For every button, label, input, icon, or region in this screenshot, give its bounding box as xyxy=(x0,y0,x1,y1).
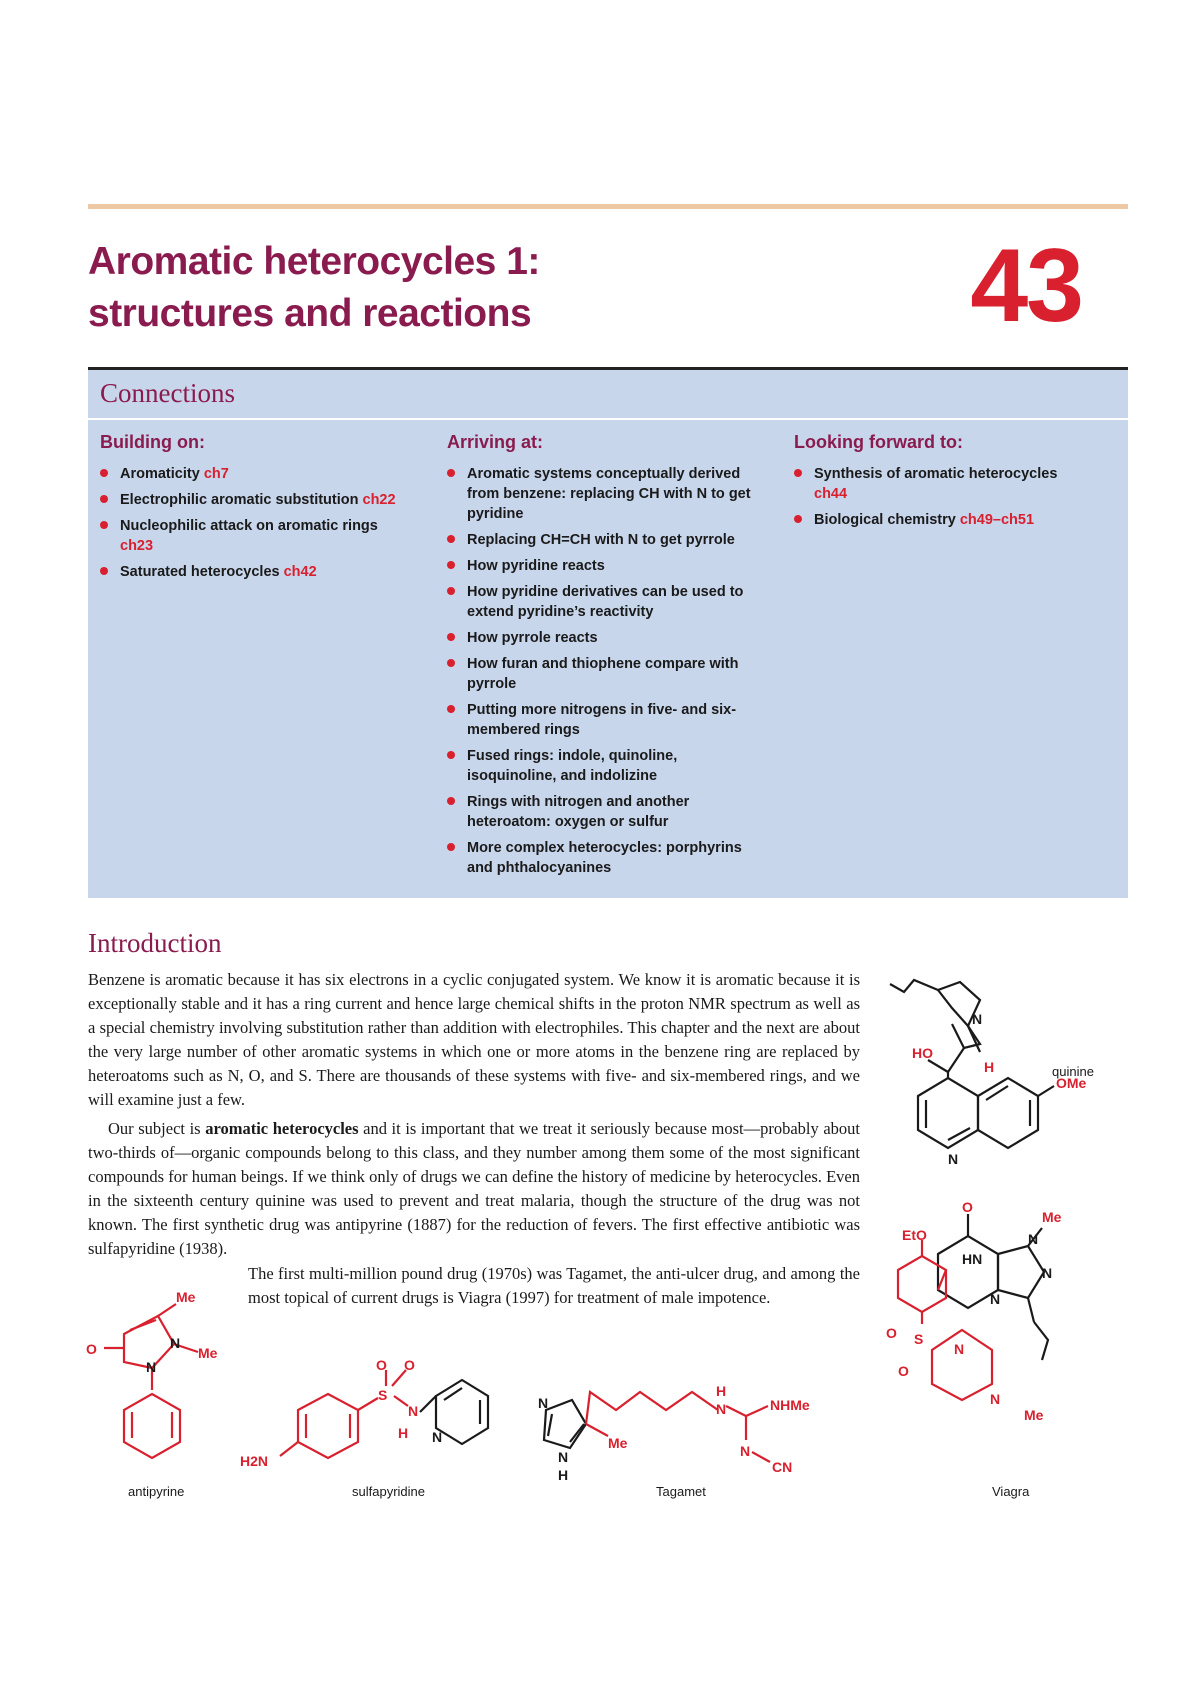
chapter-ref-link[interactable]: ch42 xyxy=(283,564,317,580)
chapter-ref-link[interactable]: ch7 xyxy=(203,466,229,482)
viagra-label-o-s2: O xyxy=(898,1363,909,1379)
sulfapyridine-label-h: H xyxy=(398,1425,409,1441)
tagamet-label-h2: H xyxy=(716,1383,727,1399)
chapter-ref-link[interactable]: ch22 xyxy=(362,492,396,508)
bullet-icon xyxy=(100,495,108,503)
list-item-text: Aromatic systems conceptually derived from benzene: replacing CH with N to get pyridine xyxy=(467,466,751,522)
antipyrine-label-n2: N xyxy=(146,1359,157,1375)
viagra-label-o-top: O xyxy=(962,1200,973,1215)
chapter-ref-link[interactable]: ch49–ch51 xyxy=(959,512,1035,528)
sulfapyridine-caption: sulfapyridine xyxy=(352,1484,425,1499)
chapter-title xyxy=(88,236,540,340)
sulfapyridine-structure xyxy=(236,1356,516,1486)
looking-forward-list xyxy=(794,464,1094,530)
bullet-icon xyxy=(447,469,455,477)
list-item xyxy=(447,530,762,550)
list-item xyxy=(794,464,1094,504)
sulfapyridine-label-o1: O xyxy=(376,1357,387,1373)
looking-forward-column xyxy=(794,432,1094,536)
list-item xyxy=(447,628,762,648)
antipyrine-label-me1: Me xyxy=(176,1290,196,1305)
bullet-icon xyxy=(447,659,455,667)
list-item xyxy=(447,556,762,576)
quinine-caption: quinine xyxy=(1052,1064,1094,1079)
connections-header xyxy=(88,370,1128,420)
antipyrine-caption: antipyrine xyxy=(128,1484,185,1499)
tagamet-caption: Tagamet xyxy=(656,1484,706,1499)
arriving-at-column xyxy=(447,432,762,884)
introduction-heading: Introduction xyxy=(88,928,222,958)
viagra-label-eto: EtO xyxy=(902,1227,927,1243)
sulfapyridine-label-nh: N xyxy=(408,1403,419,1419)
chapter-ref-link[interactable]: ch44 xyxy=(814,486,848,502)
bullet-icon xyxy=(100,521,108,529)
bullet-icon xyxy=(447,751,455,759)
antipyrine-label-o: O xyxy=(86,1341,97,1357)
list-item-text: Replacing CH=CH with N to get pyrrole xyxy=(467,532,735,548)
chapter-title-line1: Aromatic heterocycles 1: xyxy=(88,240,540,283)
quinine-label-ho: HO xyxy=(912,1045,933,1061)
bullet-icon xyxy=(100,469,108,477)
viagra-label-n1: N xyxy=(1028,1231,1039,1247)
sulfapyridine-label-s: S xyxy=(378,1387,388,1403)
chapter-title-line2: structures and reactions xyxy=(88,292,532,335)
tagamet-structure xyxy=(530,1370,840,1490)
bullet-icon xyxy=(447,705,455,713)
intro-paragraph-3: The first multi-million pound drug (1970s) was Tagamet, the anti-ulcer drug, and among the most topical of current drugs is Viagra (1997) for treatment of male impotence. xyxy=(248,1264,860,1307)
list-item-text: Nucleophilic attack on aromatic rings xyxy=(120,518,378,534)
list-item xyxy=(100,490,410,510)
tagamet-label-nhme: NHMe xyxy=(770,1397,810,1413)
list-item xyxy=(447,792,762,832)
viagra-label-s: S xyxy=(914,1331,924,1347)
list-item-text: How pyridine derivatives can be used to extend pyridine’s reactivity xyxy=(467,584,744,620)
list-item-text: How furan and thiophene compare with pyrrole xyxy=(467,656,739,692)
paragraph-text: Our subject is xyxy=(108,1119,206,1138)
connections-title: Connections xyxy=(100,378,235,408)
quinine-label-h: H xyxy=(984,1059,995,1075)
bullet-icon xyxy=(447,797,455,805)
list-item xyxy=(447,582,762,622)
sulfapyridine-label-n-py: N xyxy=(432,1429,443,1445)
connections-box xyxy=(88,367,1128,898)
bullet-icon xyxy=(447,561,455,569)
bullet-icon xyxy=(447,587,455,595)
list-item xyxy=(447,654,762,694)
bullet-icon xyxy=(794,515,802,523)
looking-forward-heading: Looking forward to: xyxy=(794,432,963,452)
quinine-label-n-bridge: N xyxy=(972,1011,983,1027)
building-on-heading: Building on: xyxy=(100,432,205,452)
bullet-icon xyxy=(794,469,802,477)
viagra-label-hn: HN xyxy=(962,1251,983,1267)
tagamet-label-me: Me xyxy=(608,1435,628,1451)
viagra-label-n2: N xyxy=(1042,1265,1053,1281)
quinine-label-ome: OMe xyxy=(1056,1075,1087,1091)
list-item-text: How pyridine reacts xyxy=(467,558,605,574)
list-item xyxy=(100,464,410,484)
intro-paragraph-1: Benzene is aromatic because it has six electrons in a cyclic conjugated system. We know it is aromatic because it is exceptionally stable and it has a ring current and hence large chemical shifts in the proton NMR spectrum as well as a special chemistry involving substitution rather than addition with electrophiles. This chapter and the next are about the very large number of other aromatic systems in which one or more atoms in the benzene ring are replaced by heteroatoms such as N, O, and S. There are thousands of these systems with five- and six-membered rings, and we will examine just a few. xyxy=(88,970,860,1109)
list-item-text: Rings with nitrogen and another heteroatom: oxygen or sulfur xyxy=(467,794,690,830)
antipyrine-label-me2: Me xyxy=(198,1345,218,1361)
viagra-label-n3: N xyxy=(990,1291,1001,1307)
list-item xyxy=(447,838,762,878)
list-item-text: Biological chemistry xyxy=(814,512,960,528)
bullet-icon xyxy=(447,633,455,641)
viagra-label-o-s: O xyxy=(886,1325,897,1341)
arriving-at-list xyxy=(447,464,762,878)
viagra-caption: Viagra xyxy=(992,1484,1030,1499)
arriving-at-heading: Arriving at: xyxy=(447,432,544,452)
sulfapyridine-label-o2: O xyxy=(404,1357,415,1373)
viagra-label-n-pip2: N xyxy=(990,1391,1001,1407)
viagra-label-me-pip: Me xyxy=(1024,1407,1044,1423)
tagamet-label-nh: N xyxy=(558,1449,569,1465)
tagamet-label-cn: CN xyxy=(772,1459,793,1475)
bullet-icon xyxy=(447,535,455,543)
viagra-structure xyxy=(878,1200,1138,1460)
bullet-icon xyxy=(447,843,455,851)
building-on-list xyxy=(100,464,410,582)
list-item xyxy=(100,516,410,556)
list-item xyxy=(447,700,762,740)
list-item xyxy=(447,746,762,786)
chapter-number: 43 xyxy=(970,228,1082,344)
chapter-ref-link[interactable]: ch23 xyxy=(120,538,154,554)
list-item xyxy=(794,510,1094,530)
list-item-text: Putting more nitrogens in five- and six-membered rings xyxy=(467,702,737,738)
quinine-label-n-ring: N xyxy=(948,1151,959,1167)
viagra-label-me-top: Me xyxy=(1042,1209,1062,1225)
quinine-structure xyxy=(876,968,1136,1178)
top-rule xyxy=(88,204,1128,209)
list-item xyxy=(100,562,410,582)
list-item-text: How pyrrole reacts xyxy=(467,630,598,646)
viagra-label-n-pip1: N xyxy=(954,1341,965,1357)
antipyrine-label-n1: N xyxy=(170,1335,181,1351)
tagamet-label-nh-top: N xyxy=(716,1401,727,1417)
tagamet-label-n1: N xyxy=(538,1395,549,1411)
list-item-text: More complex heterocycles: porphyrins and phthalocyanines xyxy=(467,840,742,876)
list-item-text: Fused rings: indole, quinoline, isoquinoline, and indolizine xyxy=(467,748,678,784)
sulfapyridine-label-nh2: H2N xyxy=(240,1453,269,1469)
bullet-icon xyxy=(100,567,108,575)
list-item-text: Electrophilic aromatic substitution xyxy=(120,492,363,508)
building-on-column xyxy=(100,432,410,588)
key-term: aromatic heterocycles xyxy=(205,1119,359,1138)
list-item-text: Synthesis of aromatic heterocycles xyxy=(814,466,1058,482)
intro-paragraph-2 xyxy=(88,1117,860,1261)
tagamet-label-h1: H xyxy=(558,1467,569,1483)
tagamet-label-n-bottom: N xyxy=(740,1443,751,1459)
list-item xyxy=(447,464,762,524)
list-item-text: Aromaticity xyxy=(120,466,204,482)
paragraph-text: and it is important that we treat it seriously because most—probably about two-thirds of—organic compounds belong to this class, and they number among them some of the most significant compounds for human beings. If we think only of drugs we can define the history of medicine by heterocycles. Even in the sixteenth century quinine was used to prevent and treat malaria, though the structure of the drug was not known. The first synthetic drug was antipyrine (1887) for the reduction of fevers. The first effective antibiotic was sulfapyridine (1938). xyxy=(88,1119,861,1258)
list-item-text: Saturated heterocycles xyxy=(120,564,284,580)
antipyrine-structure xyxy=(80,1290,240,1470)
